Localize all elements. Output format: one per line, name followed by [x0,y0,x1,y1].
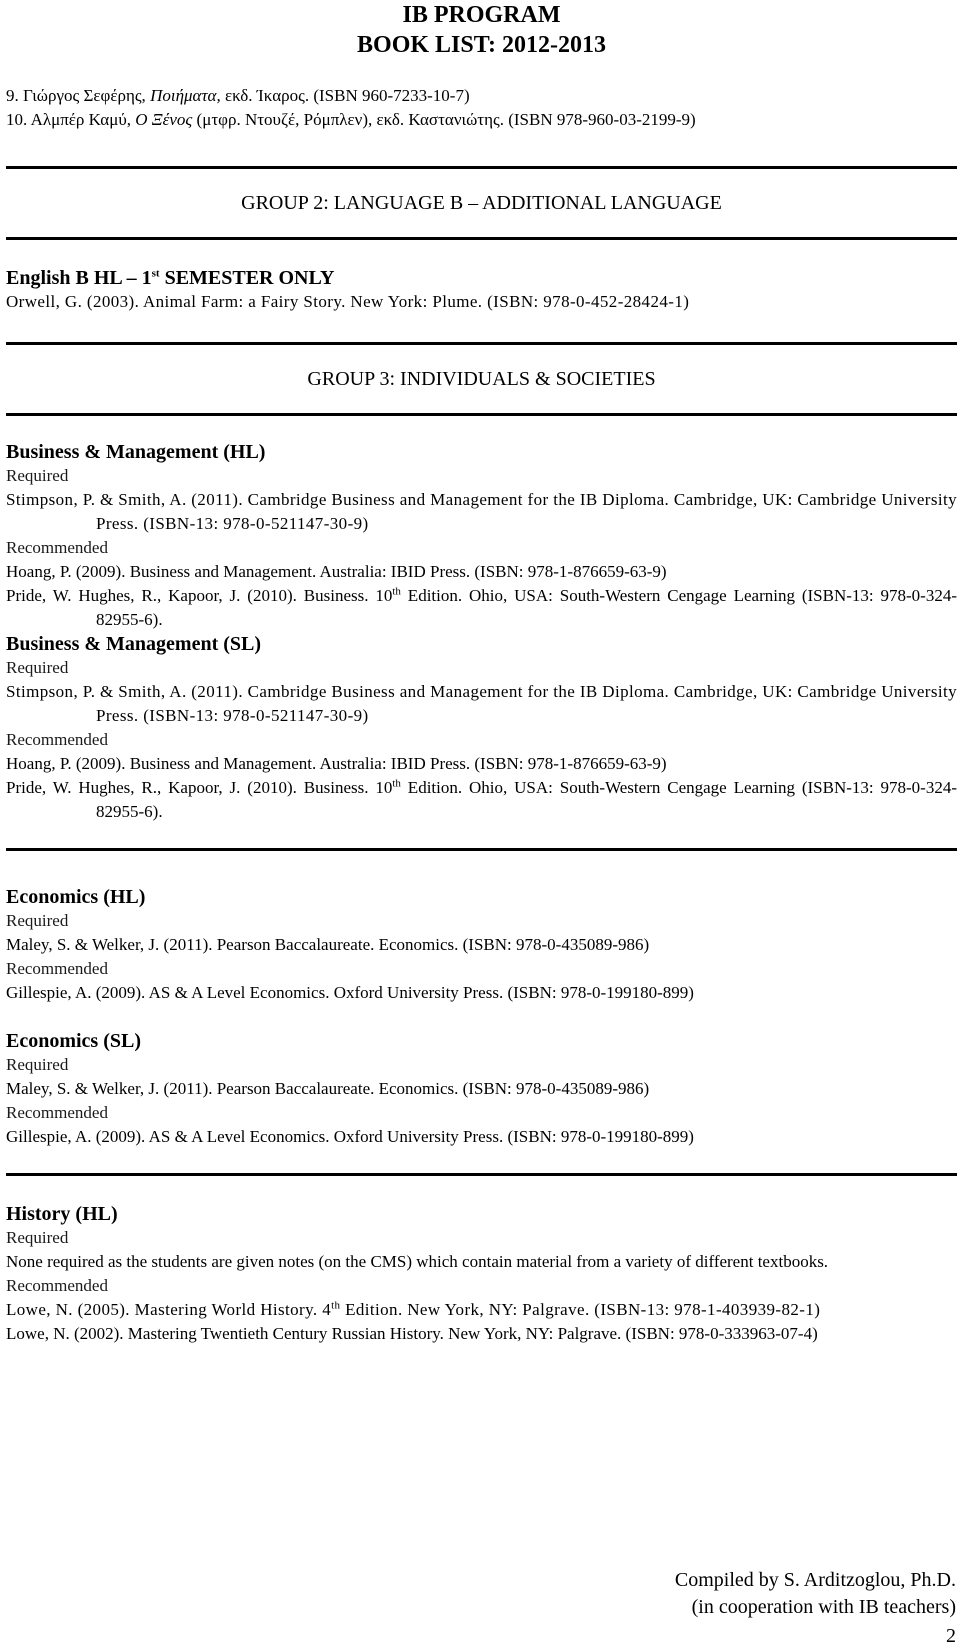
page-subtitle: BOOK LIST: 2012-2013 [357,32,606,58]
book-pride: Pride, W. Hughes, R., Kapoor, J. (2010). Business. 10th Edition. Ohio, USA: South-Western Cengage Learning (ISBN-13: 978-0-324-82955-6). [6,777,957,821]
course-economics-sl: Economics (SL) [6,1030,141,1052]
course-economics-hl: Economics (HL) [6,886,146,908]
page-title: IB PROGRAM [402,2,561,28]
required-label: Required [6,1228,69,1247]
book-hoang: Hoang, P. (2009). Business and Management. Australia: IBID Press. (ISBN: 978-1-876659-63-9) [6,754,667,773]
history-required-note: None required as the students are given notes (on the CMS) which contain material from a variety of different textbooks. [6,1252,829,1271]
book-pride: Pride, W. Hughes, R., Kapoor, J. (2010). Business. 10th Edition. Ohio, USA: South-Western Cengage Learning (ISBN-13: 978-0-324-82955-6). [6,585,957,629]
course-history-hl: History (HL) [6,1203,118,1225]
page-number: 2 [946,1625,956,1647]
footer-compiled-by: Compiled by S. Arditzoglou, Ph.D. [674,1569,956,1591]
course-business-hl: Business & Management (HL) [6,441,266,463]
book-stimpson: Stimpson, P. & Smith, A. (2011). Cambridge Business and Management for the IB Diploma. Cambridge, UK: Cambridge University Press. (ISBN-13: 978-0-521147-30-9) [6,682,957,725]
greek-book-9: 9. Γιώργος Σεφέρης, Ποιήματα, εκδ. Ίκαρος. (ISBN 960-7233-10-7) [6,86,470,105]
recommended-label: Recommended [6,959,108,978]
footer-cooperation: (in cooperation with IB teachers) [691,1596,956,1618]
document-page [6,0,957,1346]
recommended-label: Recommended [6,730,108,749]
group-3-heading: GROUP 3: INDIVIDUALS & SOCIETIES [307,368,656,390]
recommended-label: Recommended [6,1103,108,1122]
book-maley: Maley, S. & Welker, J. (2011). Pearson Baccalaureate. Economics. (ISBN: 978-0-435089-986) [6,1079,650,1098]
course-business-sl: Business & Management (SL) [6,633,262,655]
recommended-label: Recommended [6,1276,108,1295]
book-gillespie: Gillespie, A. (2009). AS & A Level Economics. Oxford University Press. (ISBN: 978-0-199180-899) [6,983,694,1002]
recommended-label: Recommended [6,538,108,557]
book-gillespie: Gillespie, A. (2009). AS & A Level Economics. Oxford University Press. (ISBN: 978-0-199180-899) [6,1127,694,1146]
required-label: Required [6,911,69,930]
course-english-b-hl: English B HL – 1st SEMESTER ONLY [6,267,335,289]
required-label: Required [6,658,69,677]
book-stimpson: Stimpson, P. & Smith, A. (2011). Cambridge Business and Management for the IB Diploma. Cambridge, UK: Cambridge University Press. (ISBN-13: 978-0-521147-30-9) [6,490,957,533]
book-hoang: Hoang, P. (2009). Business and Management. Australia: IBID Press. (ISBN: 978-1-876659-63-9) [6,562,667,581]
group-2-heading: GROUP 2: LANGUAGE B – ADDITIONAL LANGUAGE [241,192,722,214]
required-label: Required [6,1055,69,1074]
book-lowe-world: Lowe, N. (2005). Mastering World History. 4th Edition. New York, NY: Palgrave. (ISBN-13: 978-1-403939-82-1) [6,1299,821,1319]
book-animal-farm: Orwell, G. (2003). Animal Farm: a Fairy Story. New York: Plume. (ISBN: 978-0-452-28424-1) [6,292,690,311]
greek-book-10: 10. Αλμπέρ Καμύ, Ο Ξένος (μτφρ. Ντουζέ, Ρόμπλεν), εκδ. Καστανιώτης. (ISBN 978-960-03-2199-9) [6,110,696,129]
book-maley: Maley, S. & Welker, J. (2011). Pearson Baccalaureate. Economics. (ISBN: 978-0-435089-986) [6,935,650,954]
required-label: Required [6,466,69,485]
book-lowe-russian: Lowe, N. (2002). Mastering Twentieth Century Russian History. New York, NY: Palgrave. (ISBN: 978-0-333963-07-4) [6,1324,818,1343]
